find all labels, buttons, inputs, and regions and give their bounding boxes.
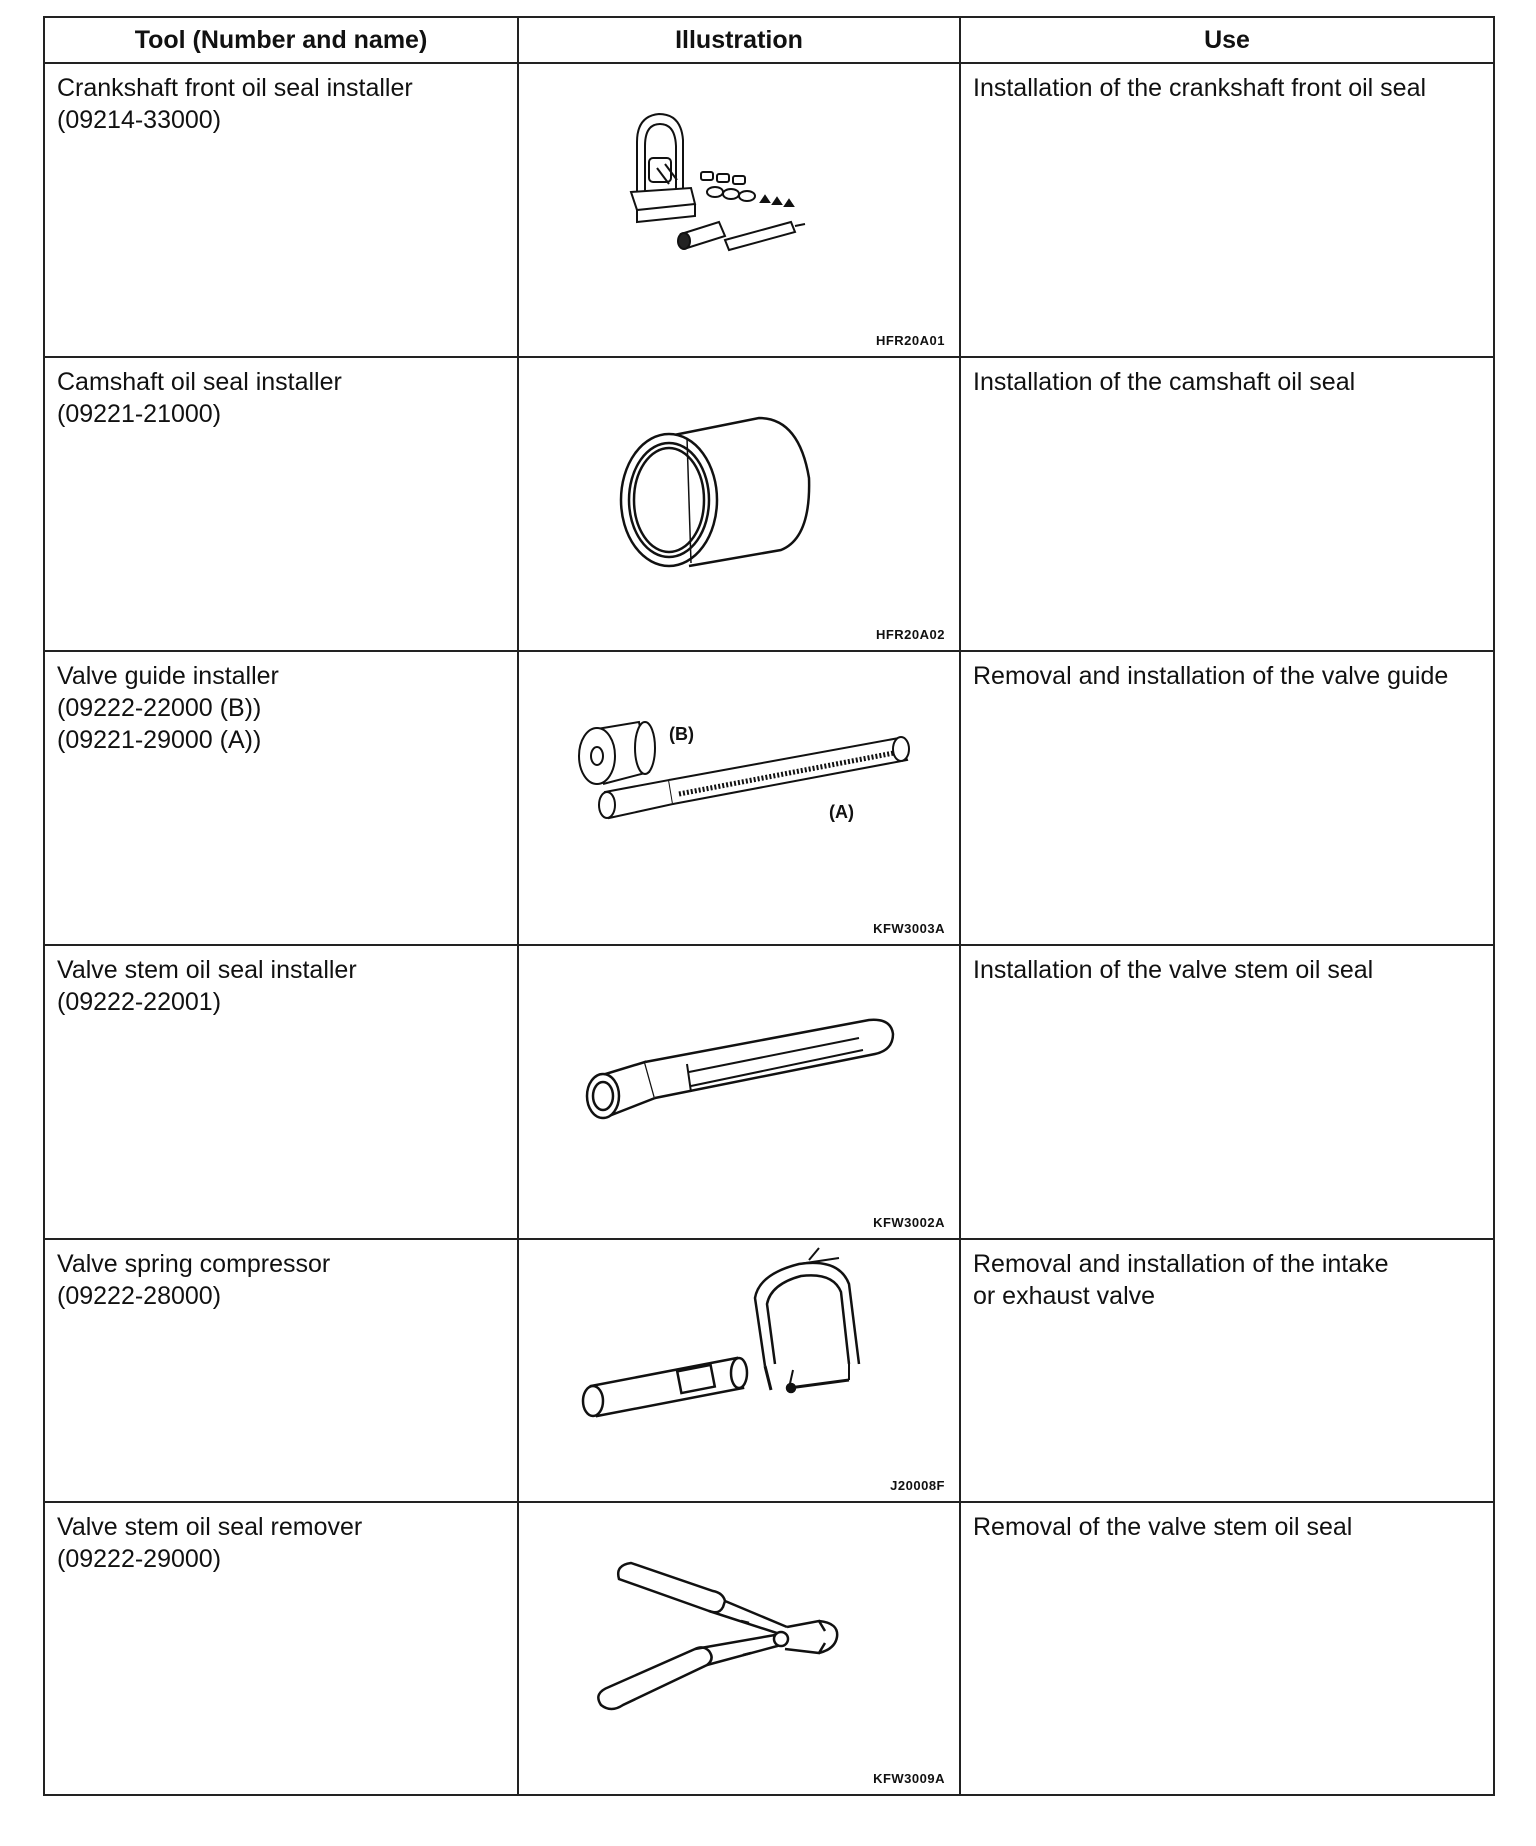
figure-code: KFW3002A bbox=[873, 1215, 945, 1230]
use-cell bbox=[960, 945, 1494, 1239]
tool-number: (09222-28000) bbox=[57, 1282, 222, 1310]
tool-name: Camshaft oil seal installer bbox=[57, 368, 342, 396]
tool-cell bbox=[44, 63, 518, 357]
header-use: Use bbox=[960, 17, 1494, 63]
illustration-cell bbox=[518, 1502, 960, 1795]
label-b: (B) bbox=[669, 724, 694, 744]
use-cell bbox=[960, 63, 1494, 357]
use-text: Installation of the valve stem oil seal bbox=[973, 956, 1374, 984]
illustration-cell bbox=[518, 357, 960, 651]
valve-spring-compressor-illustration bbox=[519, 1240, 961, 1503]
illustration-cell bbox=[518, 1239, 960, 1502]
valve-guide-installer-illustration bbox=[519, 652, 961, 946]
tool-cell bbox=[44, 1502, 518, 1795]
tool-name: Valve stem oil seal remover bbox=[57, 1513, 363, 1541]
tool-cell bbox=[44, 945, 518, 1239]
table-row bbox=[44, 651, 1494, 945]
illustration-cell bbox=[518, 945, 960, 1239]
table-row bbox=[44, 1239, 1494, 1502]
use-text: Removal and installation of the intake bbox=[973, 1250, 1389, 1278]
valve-stem-seal-remover-illustration bbox=[519, 1503, 961, 1796]
header-illustration: Illustration bbox=[518, 17, 960, 63]
figure-code: KFW3003A bbox=[873, 921, 945, 936]
use-cell bbox=[960, 651, 1494, 945]
table-row bbox=[44, 63, 1494, 357]
table-row bbox=[44, 357, 1494, 651]
use-text: Installation of the camshaft oil seal bbox=[973, 368, 1356, 396]
figure-code: HFR20A02 bbox=[875, 627, 945, 642]
tool-number: (09221-29000 (A)) bbox=[57, 726, 262, 754]
figure-code: HFR20A01 bbox=[875, 333, 945, 348]
use-cell bbox=[960, 357, 1494, 651]
tool-number: (09222-22000 (B)) bbox=[57, 694, 262, 722]
tool-name: Crankshaft front oil seal installer bbox=[57, 74, 413, 102]
use-cell bbox=[960, 1502, 1494, 1795]
use-text: Installation of the crankshaft front oil seal bbox=[973, 74, 1427, 102]
valve-stem-seal-installer-illustration bbox=[519, 946, 961, 1240]
special-tools-table bbox=[43, 16, 1495, 1796]
tool-name: Valve stem oil seal installer bbox=[57, 956, 357, 984]
tool-name: Valve guide installer bbox=[57, 662, 279, 690]
use-text: or exhaust valve bbox=[973, 1282, 1156, 1310]
tool-number: (09222-29000) bbox=[57, 1545, 222, 1573]
table-row bbox=[44, 945, 1494, 1239]
crankshaft-seal-installer-illustration bbox=[519, 64, 961, 358]
tool-cell bbox=[44, 357, 518, 651]
label-a: (A) bbox=[829, 802, 854, 822]
camshaft-seal-installer-illustration bbox=[519, 358, 961, 652]
use-text: Removal and installation of the valve guide bbox=[973, 662, 1449, 690]
tool-cell bbox=[44, 651, 518, 945]
header-row bbox=[44, 17, 1494, 63]
use-text: Removal of the valve stem oil seal bbox=[973, 1513, 1353, 1541]
header-tool: Tool (Number and name) bbox=[44, 17, 518, 63]
illustration-cell bbox=[518, 651, 960, 945]
tool-name: Valve spring compressor bbox=[57, 1250, 331, 1278]
table-row bbox=[44, 1502, 1494, 1795]
tool-number: (09221-21000) bbox=[57, 400, 222, 428]
tool-number: (09214-33000) bbox=[57, 106, 222, 134]
figure-code: KFW3009A bbox=[873, 1771, 945, 1786]
use-cell bbox=[960, 1239, 1494, 1502]
tool-number: (09222-22001) bbox=[57, 988, 222, 1016]
illustration-cell bbox=[518, 63, 960, 357]
tool-cell bbox=[44, 1239, 518, 1502]
figure-code: J20008F bbox=[890, 1478, 945, 1493]
